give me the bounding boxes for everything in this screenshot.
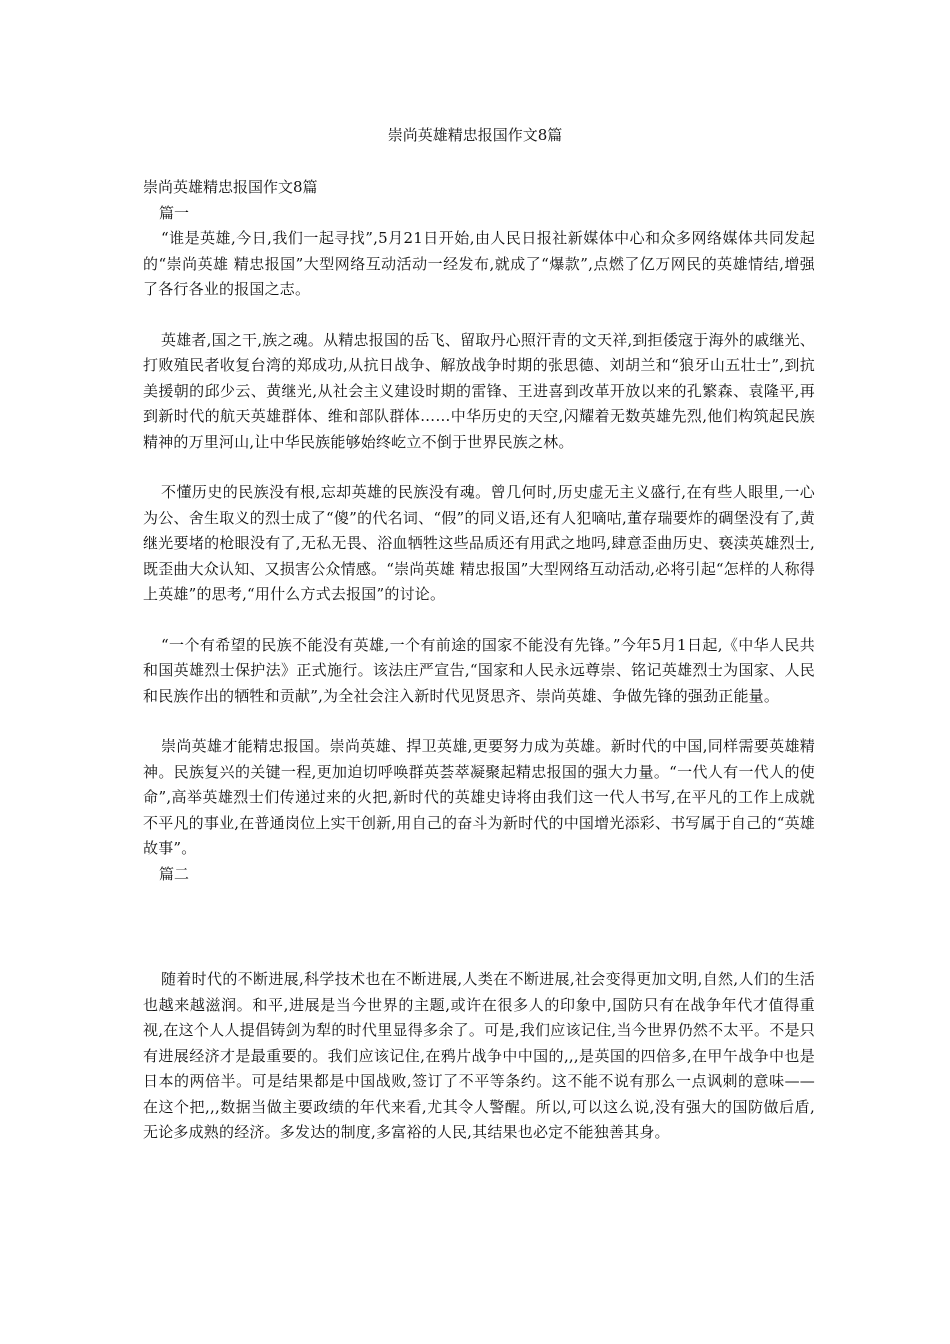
document-body <box>143 175 815 1146</box>
document-title: 崇尚英雄精忠报国作文8篇 <box>387 126 563 144</box>
section-label-1: 篇一 <box>159 203 190 222</box>
paragraph: 不懂历史的民族没有根,忘却英雄的民族没有魂。曾几何时,历史虚无主义盛行,在有些人眼里,一心为公、舍生取义的烈士成了“傻”的代名词、“假”的同义语,还有人犯嘀咕,董存瑞要炸的碉堡没有了,黄继光要堵的枪眼没有了,无私无畏、浴血牺牲这些品质还有用武之地吗,肆意歪曲历史、亵渎英雄烈士,既歪曲大众认知、又损害公众情感。“崇尚英雄 精忠报国”大型网络互动活动,必将引起“怎样的人称得上英雄”的思考,“用什么方式去报国”的讨论。 <box>143 483 815 603</box>
paragraph-gap <box>143 608 815 633</box>
paragraph: 英雄者,国之干,族之魂。从精忠报国的岳飞、留取丹心照汗青的文天祥,到拒倭寇于海外的戚继光、打败殖民者收复台湾的郑成功,从抗日战争、解放战争时期的张思德、刘胡兰和“狼牙山五壮士”,到抗美援朝的邱少云、黄继光,从社会主义建设时期的雷锋、王进喜到改革开放以来的孔繁森、袁隆平,再到新时代的航天英雄群体、维和部队群体……中华历史的天空,闪耀着无数英雄先烈,他们构筑起民族精神的万里河山,让中华民族能够始终屹立不倒于世界民族之林。 <box>143 330 815 451</box>
paragraph: “谁是英雄,今日,我们一起寻找”,5月21日开始,由人民日报社新媒体中心和众多网络媒体共同发起的“崇尚英雄 精忠报国”大型网络互动活动一经发布,就成了“爆款”,点燃了亿万网民的英雄情结,增强了各行各业的报国之志。 <box>143 229 815 298</box>
document-subtitle: 崇尚英雄精忠报国作文8篇 <box>143 178 318 196</box>
paragraph: 崇尚英雄才能精忠报国。崇尚英雄、捍卫英雄,更要努力成为英雄。新时代的中国,同样需要英雄精神。民族复兴的关键一程,更加迫切呼唤群英荟萃凝聚起精忠报国的强大力量。“一代人有一代人的使命”,高举英雄烈士们传递过来的火把,新时代的英雄史诗将由我们这一代人书写,在平凡的工作上成就不平凡的事业,在普通岗位上实干创新,用自己的奋斗为新时代的中国增光添彩、书写属于自己的“英雄故事”。 <box>143 737 815 857</box>
paragraph-gap <box>143 709 815 734</box>
paragraph-gap <box>143 303 815 328</box>
section-gap <box>143 887 815 967</box>
section-label-2: 篇二 <box>159 864 190 883</box>
paragraph: “一个有希望的民族不能没有英雄,一个有前途的国家不能没有先锋。”今年5月1日起,《中华人民共和国英雄烈士保护法》正式施行。该法庄严宣告,“国家和人民永远尊崇、铭记英雄烈士为国家、人民和民族作出的牺牲和贡献”,为全社会注入新时代见贤思齐、崇尚英雄、争做先锋的强劲正能量。 <box>143 635 815 705</box>
paragraph-gap <box>143 455 815 480</box>
paragraph: 随着时代的不断进展,科学技术也在不断进展,人类在不断进展,社会变得更加文明,自然,人们的生活也越来越滋润。和平,进展是当今世界的主题,或许在很多人的印象中,国防只有在战争年代才值得重视,在这个人人提倡铸剑为犁的时代里显得多余了。可是,我们应该记住,当今世界仍然不太平。不是只有进展经济才是最重要的。我们应该记住,在鸦片战争中中国的,,,是英国的四倍多,在甲午战争中也是日本的两倍半。可是结果都是中国战败,签订了不平等条约。这不能不说有那么一点讽刺的意味——在这个把,,,数据当做主要政绩的年代来看,尤其令人警醒。所以,可以这么说,没有强大的国防做后盾,无论多成熟的经济。多发达的制度,多富裕的人民,其结果也必定不能独善其身。 <box>143 970 815 1141</box>
